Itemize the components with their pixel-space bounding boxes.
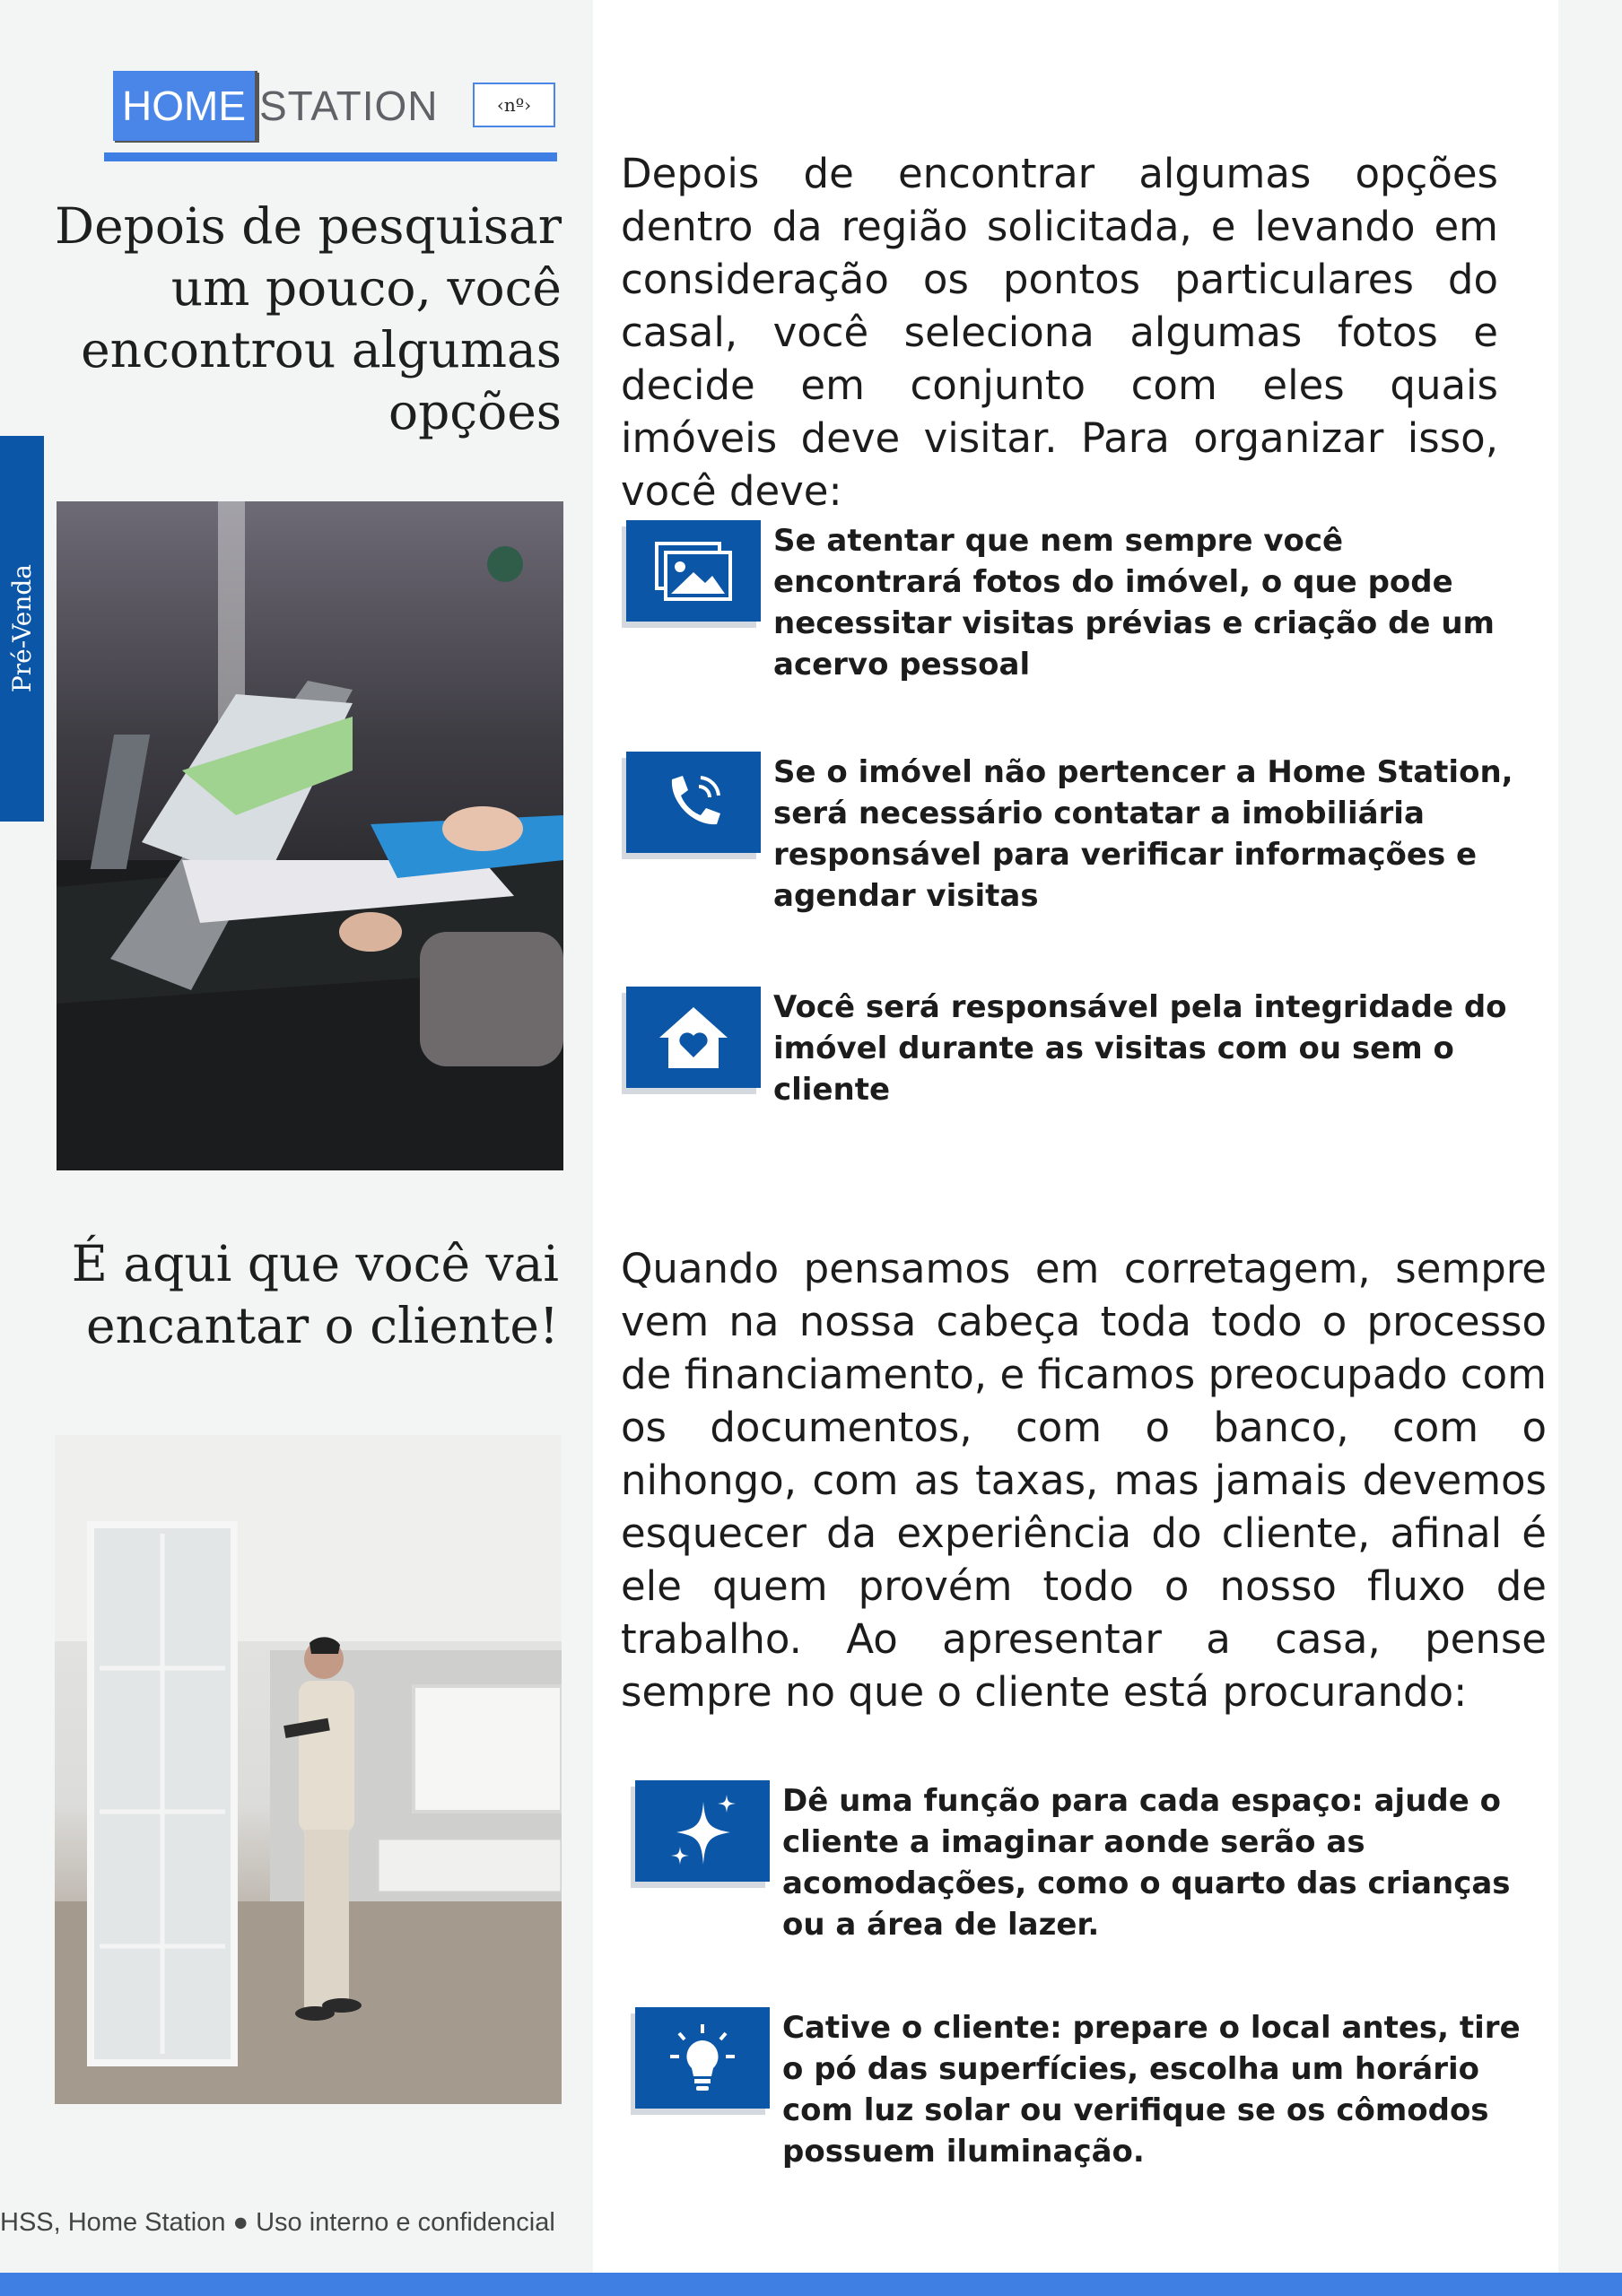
bullet-icon-wrapper [635, 1780, 770, 1882]
bullet-item [626, 752, 1529, 917]
sparkles-icon [662, 1791, 743, 1872]
footer-bar [0, 2273, 1622, 2296]
home-heart-icon [656, 1004, 731, 1072]
bullet-text: Cative o cliente: prepare o local antes, tire o pó das superfícies, escolha um horário com luz solar ou verifique se os cômodos possuem iluminação. [782, 2010, 1521, 2170]
section2-heading: É aqui que você vai encantar o cliente! [71, 1235, 559, 1354]
home-station-logo [113, 70, 439, 142]
section2-paragraph: Quando pensamos em corretagem, sempre vem na nossa cabeça toda todo o processo de financiamento, e ficamos preocupado com os documentos, com o banco, com o nihongo, com as taxas, mas jamais devemos esquecer da experiência do cliente, afinal é ele quem provém todo o nosso fluxo de trabalho. Ao apresentar a casa, pense sempre no que o cliente está procurando: [621, 1245, 1547, 1716]
bullet-text: Você será responsável pela integridade do imóvel durante as visitas com ou sem o cliente [773, 989, 1507, 1108]
bullet-icon-wrapper [626, 987, 761, 1088]
page-number: ‹nº› [473, 83, 555, 127]
lightbulb-icon [667, 2021, 738, 2096]
bullet-icon-wrapper [635, 2007, 770, 2109]
bullet-icon-wrapper [626, 752, 761, 853]
bullet-item [626, 987, 1529, 1110]
bullet-icon-wrapper [626, 520, 761, 622]
bullet-text: Se o imóvel não pertencer a Home Station, será necessário contatar a imobiliária responsável para verificar informações e agendar visitas [773, 754, 1513, 914]
section1-paragraph: Depois de encontrar algumas opções dentro da região solicitada, e levando em consideração os pontos particulares do casal, você seleciona algumas fotos e decide em conjunto com eles quais imóveis deve visitar. Para organizar isso, você deve: [621, 150, 1498, 515]
bullet-item [635, 1780, 1536, 1945]
bullet-item [626, 520, 1502, 685]
bullet-item [635, 2007, 1538, 2172]
section1-heading: Depois de pesquisar um pouco, você encontrou algumas opções [54, 197, 562, 440]
laptop-map-photo [57, 501, 563, 1170]
section-side-tab [0, 436, 44, 822]
side-tab-label: Pré-Venda [7, 564, 37, 693]
header-rule [104, 152, 557, 161]
bullet-text: Dê uma função para cada espaço: ajude o cliente a imaginar aonde serão as acomodações, como o quarto das crianças ou a área de lazer. [782, 1783, 1511, 1943]
footer-text: HSS, Home Station ● Uso interno e confidencial [0, 2208, 555, 2237]
logo-station-text: STATION [259, 83, 439, 129]
bullet-text: Se atentar que nem sempre você encontrará fotos do imóvel, o que pode necessitar visitas prévias e criação de um acervo pessoal [773, 523, 1495, 683]
phone-call-icon [658, 767, 729, 839]
man-in-empty-room-photo [55, 1435, 562, 2104]
image-gallery-icon [653, 540, 734, 603]
logo-home-text: HOME [113, 71, 257, 141]
